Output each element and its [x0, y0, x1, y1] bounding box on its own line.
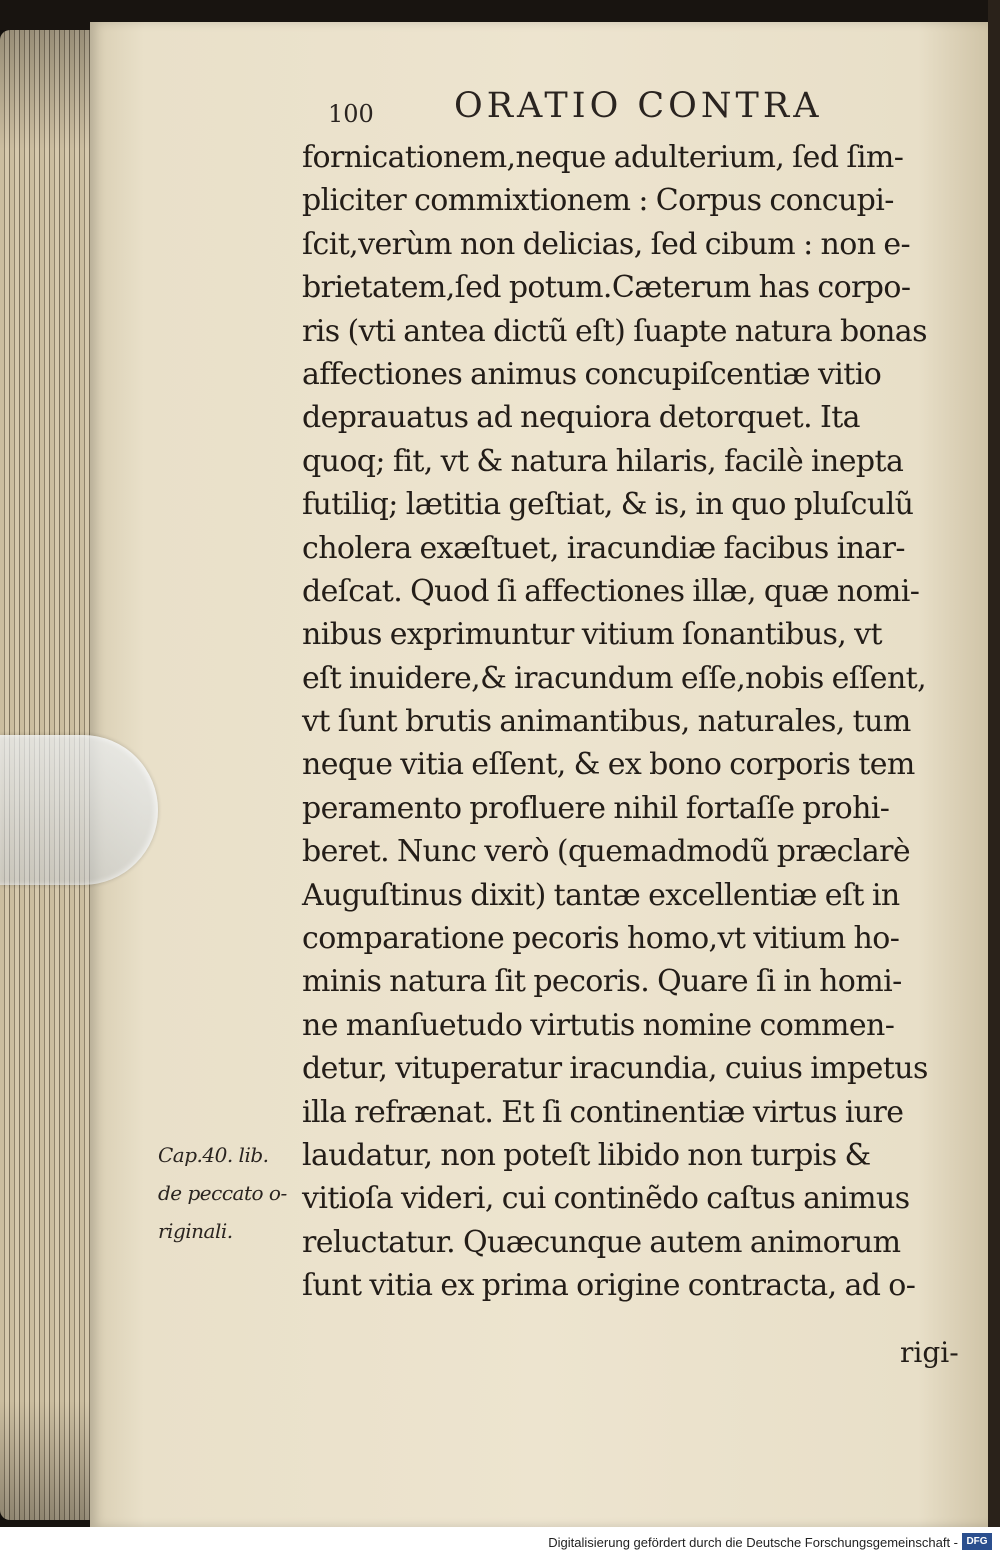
marginal-note-line: Cap.40. lib.	[158, 1143, 269, 1167]
book-clip	[0, 735, 158, 885]
dfg-logo-icon: DFG	[962, 1533, 992, 1550]
text-line: reluctatur. Quæcunque autem animorum	[302, 1224, 901, 1260]
text-line: affectiones animus concupiſcentiæ vitio	[302, 356, 882, 392]
marginal-note-line: riginali.	[158, 1219, 233, 1243]
text-line: illa refrænat. Et ſi continentiæ virtus iure	[302, 1094, 904, 1130]
text-line: laudatur, non poteſt libido non turpis &	[302, 1137, 871, 1173]
text-line: nibus exprimuntur vitium ſonantibus, vt	[302, 617, 882, 653]
footer-credit: Digitalisierung gefördert durch die Deutsche Forschungsgemeinschaft -	[548, 1535, 958, 1550]
digitization-footer	[0, 1527, 1000, 1557]
text-line: pliciter commixtionem : Corpus concupi-	[302, 183, 894, 219]
text-line: detur, vituperatur iracundia, cuius impetus	[302, 1051, 928, 1087]
text-line: peramento profluere nihil fortaſſe prohi-	[302, 790, 890, 826]
text-line: vitioſa videri, cui continẽdo caſtus animus	[302, 1181, 910, 1217]
text-line: futiliq; lætitia geſtiat, & is, in quo pluſculũ	[302, 487, 914, 523]
text-line: eſt inuidere,& iracundum eſſe,nobis eſſent,	[302, 660, 927, 696]
text-line: deprauatus ad nequiora detorquet. Ita	[302, 400, 860, 436]
text-line: neque vitia eſſent, & ex bono corporis tem	[302, 747, 915, 783]
text-line: ne manſuetudo virtutis nomine commen-	[302, 1007, 895, 1043]
text-line: ſcit,verùm non delicias, ſed cibum : non e-	[302, 226, 911, 262]
text-line: minis natura ſit pecoris. Quare ſi in homi-	[302, 964, 902, 1000]
text-line: ſunt vitia ex prima origine contracta, ad o-	[302, 1268, 916, 1304]
text-line: vt ſunt brutis animantibus, naturales, tum	[302, 704, 911, 740]
marginal-note	[158, 1136, 308, 1250]
text-line: fornicationem,neque adulterium, ſed ſim-	[302, 140, 904, 175]
text-line: comparatione pecoris homo,vt vitium ho-	[302, 921, 900, 957]
running-title: ORATIO CONTRA	[454, 86, 823, 126]
text-line: cholera exæſtuet, iracundiæ facibus inar-	[302, 530, 905, 566]
text-line: Auguſtinus dixit) tantæ excellentiæ eſt in	[302, 877, 900, 913]
text-line: deſcat. Quod ſi affectiones illæ, quæ nomi-	[302, 573, 920, 609]
running-head	[328, 86, 848, 136]
page-number: 100	[328, 100, 374, 128]
marginal-note-line: de peccato o-	[158, 1181, 287, 1205]
text-line: quoq; fit, vt & natura hilaris, facilè inepta	[302, 443, 904, 479]
catchword: rigi-	[900, 1336, 959, 1369]
text-line: beret. Nunc verò (quemadmodũ præclarè	[302, 834, 911, 870]
binding-strip	[988, 0, 1000, 1557]
text-line: brietatem,ſed potum.Cæterum has corpo-	[302, 270, 911, 306]
text-line: ris (vti antea dictũ eſt) ſuapte natura bonas	[302, 313, 927, 349]
body-text	[302, 136, 962, 1308]
